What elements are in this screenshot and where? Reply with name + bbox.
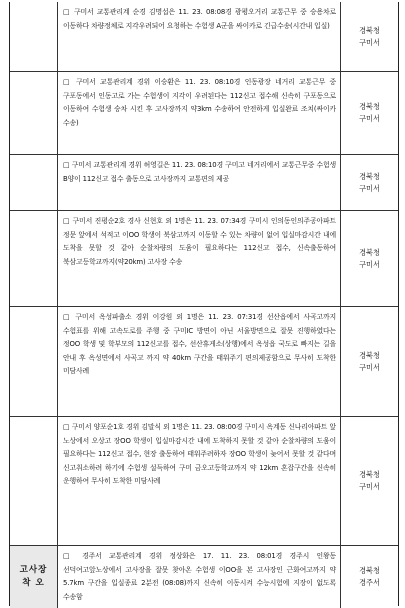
agency-label: 경북청 경주서 — [359, 566, 380, 588]
agency-label: 경북청 구미서 — [359, 171, 380, 193]
table-row — [10, 2, 398, 72]
agency-cell — [341, 72, 398, 154]
agency-label: 경북청 구미서 — [359, 247, 380, 269]
case-description-cell — [58, 211, 340, 306]
agency-cell — [341, 546, 398, 608]
table-row — [10, 546, 398, 606]
table-row — [10, 72, 398, 155]
case-description-text: □ 구미서 양포순1호 경위 김말식 외 1명은 11. 23. 08:00경 구미시 옥계동 신나리아파트 앞 노상에서 오상고 장OO 학생이 입실마감시간 내에 도착하지 못할 것 같아 순찰차량의 도움이 필요하다는 112신고 접수, 현장 출동하여 태워주려하자 장OO 학생이 늦어서 못할 것 같다며 신고취소하려 하기에 수험생 설득하여 구미 금오고등학교까지 약 12km 혼잡구간을 신속히 운행하여 무사히 도착한 미담사례 — [63, 423, 336, 486]
case-description-text: □ 구미서 진평순2호 경사 신현호 외 1명은 11. 23. 07:34경 구미시 인의동인의주공아파트 정문 앞에서 석적고 이OO 학생이 북삼고까지 이동할 수 있는 차량이 없어 입실마감시간 내에 도착을 못할 것 같아 순찰차량의 도움이 필요하다는 112신고 접수, 신속출동하여 북삼고등학교까지(약20km) 고사장 수송 — [63, 217, 336, 266]
agency-label: 경북청 구미서 — [359, 470, 380, 491]
category-label: 고사장 착 오 — [19, 565, 48, 589]
case-description-cell — [58, 155, 340, 210]
case-description-cell — [58, 72, 340, 154]
case-description-cell — [58, 307, 340, 416]
agency-label: 경북청 구미서 — [359, 25, 380, 47]
category-cell — [10, 417, 57, 545]
case-description-text: □ 경주서 교통관리계 경위 정상화은 17. 11. 23. 08:01경 경주시 인왕동 선덕여고앞노상에서 고사장을 잘못 찾아온 수험생 이OO을 본 고사장인 근화여고까지 약 5.7km 구간을 입실종료 2분전 (08:08)까지 신속히 이동시켜 수능시험에 지장이 없도록 수송함 — [63, 552, 336, 601]
case-description-text: □ 구미서 교통관리계 순경 김명섭은 11. 23. 08:08경 광평오거리 교통근무 중 승용차로 이동하다 차량정체로 지각우려되어 요청하는 수험생 A군을 싸이카로 긴급수송(시간내 입실) — [63, 8, 336, 30]
agency-cell — [341, 2, 398, 71]
agency-cell — [341, 211, 398, 306]
case-description-text: □ 구미서 교통관리계 경위 이승환은 11. 23. 08:10경 인동광장 네거리 교통근무 중 구포동에서 인동고로 가는 수험생이 지각이 우려된다는 112신고 접수해 신속히 구포동으로 이동하여 수험생 승차 시킨 후 고사장까지 약3km 수송하여 안전하게 입실완료 조치(싸이카 수송) — [63, 78, 336, 127]
record-rows — [10, 2, 398, 606]
case-description-cell — [58, 417, 340, 545]
category-cell — [10, 211, 57, 306]
case-description-cell — [58, 2, 340, 71]
table-row — [10, 211, 398, 307]
table-row — [10, 417, 398, 546]
agency-label: 경북청 구미서 — [359, 102, 380, 123]
case-description-text: □ 구미서 교통관리계 경위 허영길은 11. 23. 08:10경 구미고 네거리에서 교통근무중 수험생 B양이 112신고 접수 출동으로 고사장까지 교통편의 제공 — [63, 161, 336, 183]
category-cell — [10, 2, 57, 71]
table-row — [10, 155, 398, 211]
table-row — [10, 307, 398, 417]
agency-cell — [341, 307, 398, 416]
case-description-text: □ 구미서 옥성파출소 경위 이강원 외 1명은 11. 23. 07:31경 선산읍에서 사곡고까지 수험표를 위해 고속도로를 주행 중 구미IC 방면이 아닌 서울방면으로 잘못 진행하였다는 정OO 학생 및 학부모의 112신고를 접수, 선산휴게소(상행)에서 옥성읍 국도로 빠지는 길을 안내 후 옥성면에서 사곡고 까지 약 40km 구간을 태워주기 편의제공함으로 무사히 도착한 미담사례 — [63, 313, 336, 376]
document-table — [9, 2, 399, 606]
agency-cell — [341, 155, 398, 210]
category-cell — [10, 155, 57, 210]
category-cell — [10, 307, 57, 416]
category-cell — [10, 546, 57, 608]
agency-label: 경북청 구미서 — [359, 350, 380, 372]
category-cell — [10, 72, 57, 154]
case-description-cell — [58, 546, 340, 608]
agency-cell — [341, 417, 398, 545]
